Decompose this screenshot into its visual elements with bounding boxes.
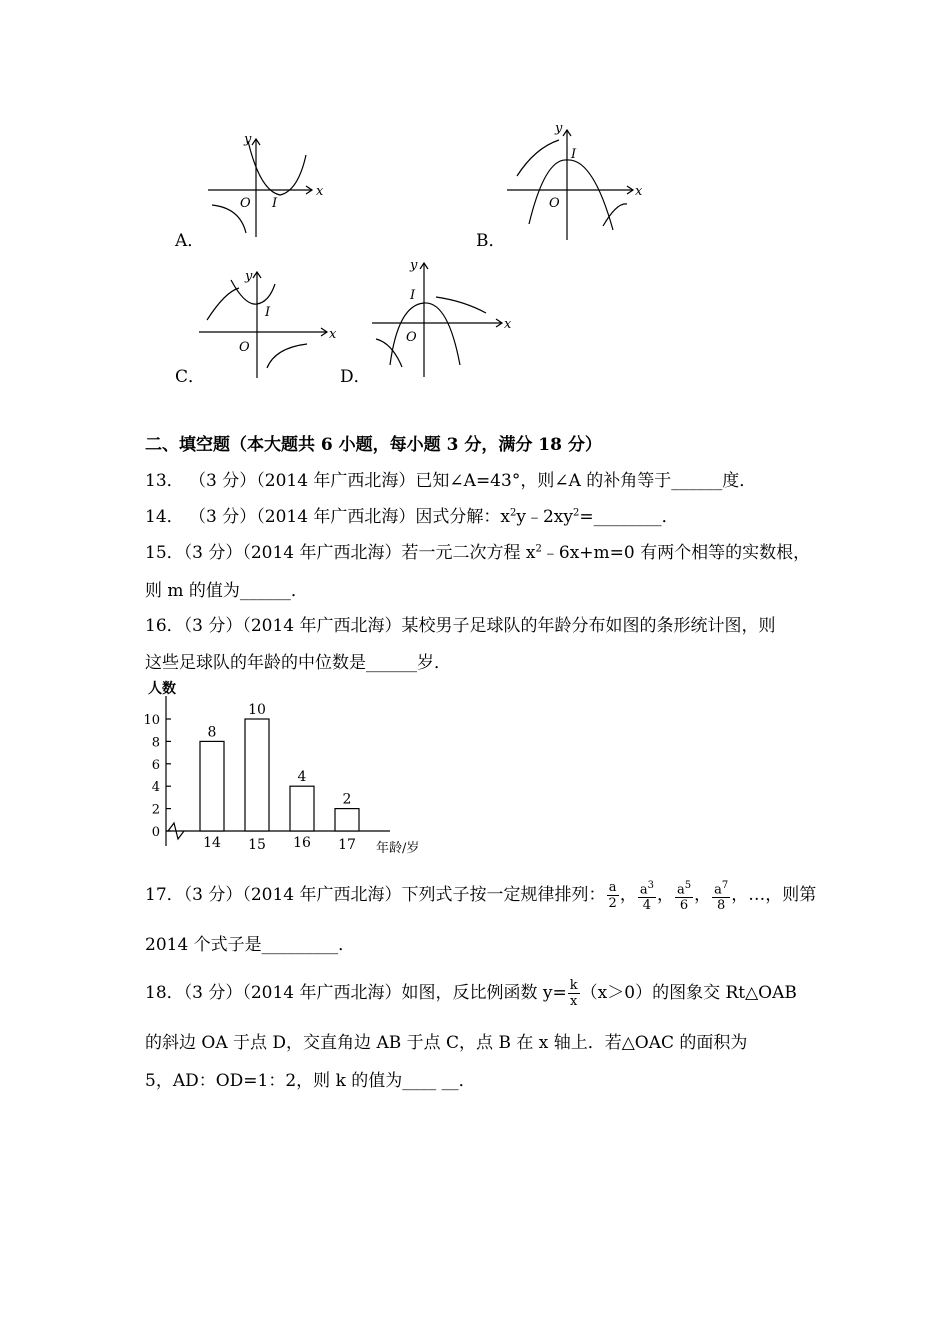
chart-x-label: 年龄/岁	[376, 841, 420, 856]
question-13: 13． （3 分）（2014 年广西北海）已知∠A=43°，则∠A 的补角等于______度．	[145, 471, 757, 491]
unit-label: I	[272, 196, 278, 211]
question-16-line-2: 这些足球队的年龄的中位数是______岁．	[145, 653, 451, 673]
y-tick-label-8: 8	[151, 735, 160, 751]
q14-pre: 14． （3 分）（2014 年广西北海）因式分解：x	[145, 507, 511, 527]
unit-label: I	[410, 288, 416, 303]
q17-term-num: a	[607, 880, 619, 896]
x-axis-label: x	[504, 317, 512, 332]
option-b-label[interactable]: B．	[476, 231, 506, 251]
option-a-label[interactable]: A．	[175, 231, 205, 251]
question-17-line-2: 2014 个式子是_________．	[145, 935, 356, 955]
x-tick-label-14: 14	[203, 835, 221, 851]
q17-sequence	[606, 880, 732, 914]
x-axis-label: x	[316, 184, 324, 199]
unit-label: I	[571, 147, 577, 162]
q14-post: =________．	[579, 507, 679, 527]
y-axis-label: y	[245, 269, 253, 284]
bar-14	[200, 741, 224, 831]
section-heading: 二、填空题（本大题共 6 小题，每小题 3 分，满分 18 分）	[145, 435, 602, 455]
option-graph-d	[368, 255, 518, 380]
x-tick-label-17: 17	[338, 837, 356, 853]
bar-value-label-14: 8	[207, 724, 217, 741]
question-15-line-2: 则 m 的值为______．	[145, 581, 308, 601]
q17-term-num: $a^7$	[714, 880, 729, 898]
q18-pre: 18．（3 分）（2014 年广西北海）如图，反比例函数 y=	[145, 983, 567, 1003]
question-18-line-3: 5，AD：OD=1：2，则 k 的值为____ __．	[145, 1071, 476, 1091]
q17-term-4	[712, 878, 730, 913]
question-16-line-1: 16．（3 分）（2014 年广西北海）某校男子足球队的年龄分布如图的条形统计图，则	[145, 616, 776, 636]
q17-term-1	[607, 880, 619, 911]
q17-term-exp: 3	[647, 880, 654, 891]
q15-post: ﹣6x+m=0 有两个相等的实数根，	[541, 543, 811, 563]
q14-exp-1: 2	[510, 507, 517, 519]
q18-frac-num: k	[569, 978, 578, 993]
q17-term-den: 8	[717, 898, 726, 914]
x-axis-label: x	[635, 184, 643, 199]
x-tick-label-15: 15	[248, 837, 266, 853]
q17-term-num: $a^3$	[639, 880, 654, 898]
q15-exp: 2	[535, 543, 542, 555]
question-14	[145, 502, 679, 527]
option-graph-a	[200, 125, 335, 240]
q17-term-exp: 7	[721, 880, 729, 891]
x-axis-label: x	[329, 327, 337, 342]
y-tick-label-2: 2	[151, 802, 160, 818]
y-tick-label-6: 6	[151, 757, 160, 773]
question-18-line-2: 的斜边 OA 于点 D，交直角边 AB 于点 C，点 B 在 x 轴上．若△OAC 的面积为	[145, 1033, 748, 1053]
chart-y-label: 人数	[148, 681, 176, 697]
bar-17	[335, 809, 359, 831]
q17-term-den: 4	[642, 898, 652, 914]
unit-label: I	[265, 305, 271, 320]
bar-15	[245, 719, 269, 831]
q17-separator: ，	[619, 885, 637, 906]
bar-value-label-17: 2	[342, 791, 352, 808]
q17-term-2	[638, 878, 656, 913]
q17-term-3	[675, 878, 693, 913]
q17-post: ，…，则第	[731, 885, 817, 906]
question-15-line-1	[145, 538, 810, 563]
option-d-label[interactable]: D．	[340, 367, 371, 387]
q17-term-den: 6	[679, 898, 689, 914]
origin-label: O	[406, 330, 417, 345]
question-18-line-1	[145, 978, 797, 1009]
y-tick-label-4: 4	[151, 780, 160, 796]
q17-term-den: 2	[608, 896, 617, 912]
q17-term-num: $a^5$	[676, 880, 692, 898]
y-axis-label: y	[410, 258, 418, 273]
age-bar-chart	[140, 676, 440, 856]
q15-pre: 15．（3 分）（2014 年广西北海）若一元二次方程 x	[145, 543, 536, 563]
origin-label: O	[240, 196, 251, 211]
q18-fraction	[568, 978, 580, 1009]
q18-post: （x＞0）的图象交 Rt△OAB	[580, 983, 797, 1003]
bar-16	[290, 786, 314, 831]
q14-exp-2: 2	[573, 507, 580, 519]
y-axis-label: y	[555, 121, 563, 136]
y-tick-label-10: 10	[143, 713, 160, 728]
q18-frac-den: x	[570, 994, 578, 1009]
origin-label: O	[239, 340, 250, 355]
y-axis-label: y	[244, 132, 252, 147]
origin-label: O	[549, 196, 560, 211]
q14-mid: y﹣2xy	[516, 507, 574, 527]
question-17-line-1	[145, 878, 816, 913]
bar-value-label-16: 4	[297, 769, 307, 786]
q17-pre: 17．（3 分）（2014 年广西北海）下列式子按一定规律排列：	[145, 885, 606, 906]
option-graph-c	[195, 262, 340, 380]
q17-separator: ，	[656, 885, 674, 906]
x-tick-label-16: 16	[293, 835, 311, 851]
option-c-label[interactable]: C．	[175, 367, 206, 387]
bar-value-label-15: 10	[248, 702, 266, 718]
q17-separator: ，	[694, 885, 712, 906]
y-tick-label-0: 0	[151, 825, 160, 840]
option-graph-b	[505, 118, 645, 243]
q17-term-exp: 5	[684, 880, 692, 891]
